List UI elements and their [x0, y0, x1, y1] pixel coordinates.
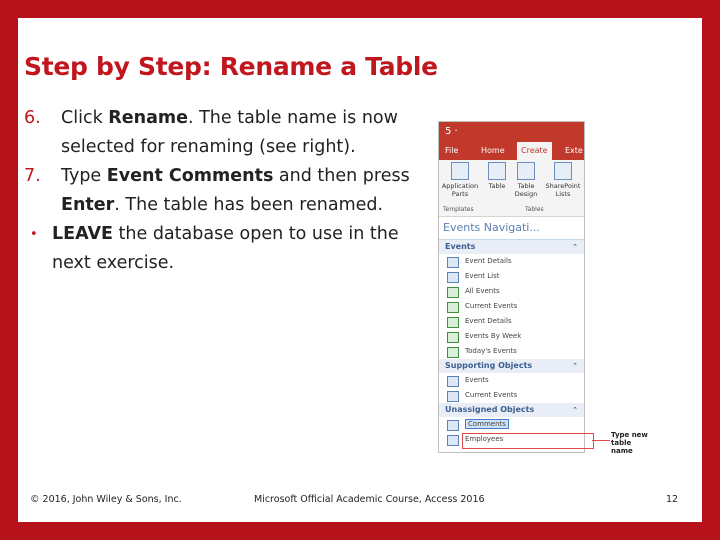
- nav-item[interactable]: [439, 388, 584, 403]
- nav-item[interactable]: [439, 299, 584, 314]
- step-text: and then press: [273, 166, 410, 186]
- nav-item[interactable]: [439, 314, 584, 329]
- navigation-pane-title[interactable]: Events Navigati...: [439, 217, 584, 240]
- sharepoint-icon: [554, 162, 572, 180]
- callout-line: [592, 440, 610, 441]
- step-6: [24, 104, 414, 162]
- nav-item[interactable]: [439, 373, 584, 388]
- application-parts-icon: [451, 162, 469, 180]
- ribbon: [439, 122, 584, 160]
- step-text: Type: [61, 166, 107, 186]
- table-icon: [447, 435, 459, 446]
- step-text: the database open to use in the next exercise.: [52, 224, 399, 273]
- table-button[interactable]: [485, 162, 509, 190]
- table-icon: [488, 162, 506, 180]
- footer-copyright: © 2016, John Wiley & Sons, Inc.: [30, 494, 182, 505]
- nav-item-label: Current Events: [465, 302, 518, 310]
- form-icon: [447, 287, 459, 298]
- nav-item-label: All Events: [465, 287, 500, 295]
- collapse-icon: ⌃: [572, 362, 578, 370]
- section-label: Events: [445, 242, 476, 251]
- slide-title: Step by Step: Rename a Table: [24, 52, 438, 81]
- step-keyword: LEAVE: [52, 224, 113, 244]
- form-icon: [447, 317, 459, 328]
- nav-section-events[interactable]: [439, 240, 584, 254]
- table-icon: [447, 376, 459, 387]
- command-label: Table: [488, 182, 506, 190]
- table-design-button[interactable]: [511, 162, 541, 198]
- rename-input[interactable]: Comments: [465, 419, 509, 429]
- application-parts-button[interactable]: [441, 162, 479, 198]
- form-icon: [447, 347, 459, 358]
- nav-item-label: Events: [465, 376, 489, 384]
- step-text: Click: [61, 108, 109, 128]
- step-number: 6.: [24, 108, 41, 128]
- step-keyword: Rename: [108, 108, 188, 128]
- step-keyword: Enter: [61, 195, 115, 215]
- nav-item[interactable]: [439, 329, 584, 344]
- undo-icon: 5 ·: [445, 126, 458, 137]
- table-icon: [447, 391, 459, 402]
- command-label: SharePoint Lists: [545, 182, 581, 198]
- tab-home[interactable]: Home: [481, 146, 505, 155]
- nav-item-renaming[interactable]: [439, 417, 584, 432]
- nav-section-unassigned-objects[interactable]: [439, 403, 584, 417]
- nav-item-label: Employees: [465, 435, 504, 443]
- table-design-icon: [517, 162, 535, 180]
- nav-section-supporting-objects[interactable]: [439, 359, 584, 373]
- nav-item-label: Event Details: [465, 257, 512, 265]
- group-label-templates: Templates: [443, 206, 474, 213]
- callout-label: Type new table name: [611, 431, 648, 455]
- tab-create[interactable]: Create: [517, 142, 552, 160]
- tab-file[interactable]: File: [445, 146, 459, 155]
- table-icon: [447, 272, 459, 283]
- sharepoint-lists-button[interactable]: [543, 162, 583, 198]
- step-keyword: Event Comments: [106, 166, 274, 186]
- callout-highlight: [462, 433, 594, 449]
- nav-item-label: Today's Events: [465, 347, 517, 355]
- command-label: Application Parts: [441, 182, 479, 198]
- collapse-icon: ⌃: [572, 406, 578, 414]
- collapse-icon: ⌃: [572, 243, 578, 251]
- step-number: 7.: [24, 166, 41, 186]
- nav-item-label: Current Events: [465, 391, 518, 399]
- step-text: . The table name is now selected for renaming (see right).: [61, 108, 398, 157]
- form-icon: [447, 302, 459, 313]
- nav-item[interactable]: [439, 254, 584, 269]
- tab-external[interactable]: Exte: [565, 146, 583, 155]
- section-label: Unassigned Objects: [445, 405, 535, 414]
- nav-item-label: Events By Week: [465, 332, 522, 340]
- step-list: [24, 104, 414, 278]
- step-7: [24, 162, 414, 220]
- command-label: Table Design: [514, 182, 538, 198]
- section-label: Supporting Objects: [445, 361, 533, 370]
- nav-item[interactable]: [439, 344, 584, 359]
- page-number: 12: [666, 494, 679, 505]
- ribbon-tabs: [439, 142, 584, 160]
- access-screenshot: [438, 121, 585, 453]
- nav-item[interactable]: [439, 269, 584, 284]
- step-text: . The table has been renamed.: [114, 195, 384, 215]
- nav-item-label: Event Details: [465, 317, 512, 325]
- bullet-icon: •: [30, 227, 38, 242]
- ribbon-commands: [439, 160, 584, 217]
- form-icon: [447, 332, 459, 343]
- nav-item[interactable]: [439, 284, 584, 299]
- callout-text: [611, 431, 651, 455]
- nav-item-label: Event List: [465, 272, 500, 280]
- step-leave: [24, 220, 414, 278]
- table-icon: [447, 257, 459, 268]
- table-icon: [447, 420, 459, 431]
- group-label-tables: Tables: [525, 206, 544, 213]
- footer-course: Microsoft Official Academic Course, Access 2016: [254, 494, 485, 505]
